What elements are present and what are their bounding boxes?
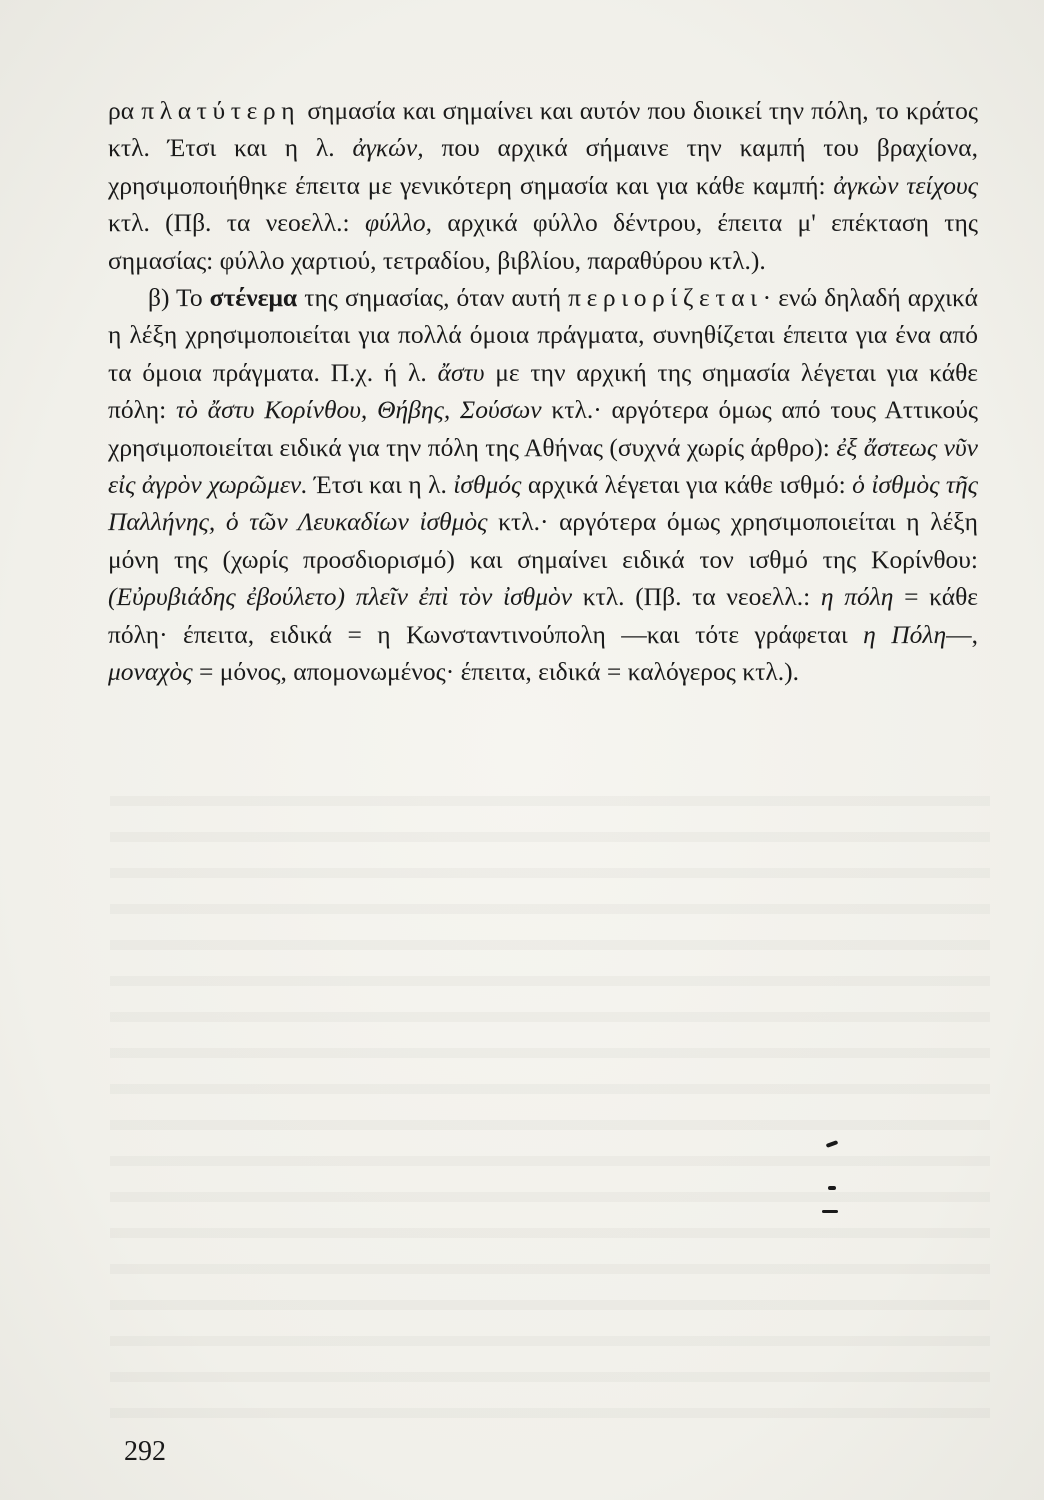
text-run: = μόνος, απομονωμένος· έπειτα, ειδικά = καλόγερος κτλ.). [192, 657, 799, 687]
text-run: κτλ.· αργότερα όμως χρησιμοποιείται η λέξη μόνη της (χωρίς προσδιορισμό) και σημαίνει ειδικά τον ισθμό της Κορίνθου: [108, 507, 978, 574]
text-run: · ενώ δηλαδή αρχικά η λέξη χρησιμοποιείται για πολλά όμοια πράγματα, συνηθίζεται έπειτα για ένα από τα όμοια πράγματα. Π.χ. ή λ. [108, 283, 978, 387]
text-run: = κάθε πόλη· έπειτα, ειδικά = η Κωνσταντινούπολη —και τότε γράφεται [108, 582, 979, 649]
paragraph-2 [108, 279, 978, 690]
spaced-word: πλατύτερη [141, 96, 301, 125]
greek-term: φύλλο, [364, 208, 432, 238]
greek-term: τὸ ἄστυ Κορίνθου, Θήβης, Σούσων [176, 395, 542, 425]
greek-term: μοναχὸς [108, 657, 193, 687]
greek-term: ἄστυ [437, 357, 485, 387]
text-run: κτλ.· αργότερα όμως από τους Αττικούς χρησιμοποιείται ειδικά για την πόλη της Αθήνας (συχνά χωρίς άρθρο): [108, 395, 979, 462]
greek-term: ἀγκών, [352, 133, 424, 163]
text-run: σημασία και σημαίνει και αυτόν που διοικεί την πόλη, το κράτος κτλ. Έτσι και η λ. [108, 96, 978, 163]
ink-speck-mark [828, 1186, 836, 1190]
greek-term: η πόλη [820, 582, 894, 612]
text-run: ρα [108, 96, 142, 125]
greek-term: η Πόλη [863, 619, 947, 649]
page-number: 292 [124, 1436, 166, 1467]
spaced-word: περιορίζεται [568, 283, 763, 313]
text-run: αρχικά φύλλο δέντρου, έπειτα μ' επέκταση της σημασίας: φύλλο χαρτιού, τετραδίου, βιβλίου, παραθύρου κτλ.). [108, 208, 978, 275]
ink-speck-mark [822, 1210, 838, 1213]
greek-term: ὁ ἰσθμὸς τῆς Παλλήνης, ὁ τῶν Λευκαδίων ἰσθμὸς [108, 470, 978, 537]
bleed-through-text [110, 770, 990, 1420]
text-run: —, [946, 619, 978, 649]
text-run: που αρχικά σήμαινε την καμπή του βραχίονα, χρησιμοποιήθηκε έπειτα με γενικότερη σημασία και για κάθε καμπή: [108, 133, 978, 200]
text-run: της σημασίας, όταν αυτή [297, 283, 569, 313]
text-run: Έτσι και η λ. [307, 470, 454, 500]
bold-term: στένεμα [209, 283, 298, 313]
greek-term: ἀγκὼν τείχους [833, 170, 978, 200]
paragraph-1 [108, 92, 978, 279]
text-run: κτλ. (Πβ. τα νεοελλ.: [572, 582, 821, 612]
greek-term: ἐξ ἄστεως νῦν εἰς ἀγρὸν χωρῶμεν. [108, 432, 979, 500]
text-run: β) Το [148, 283, 210, 313]
text-run: κτλ. (Πβ. τα νεοελλ.: [108, 208, 365, 238]
greek-term: ἰσθμός [453, 470, 522, 500]
body-text [108, 92, 978, 691]
greek-term: (Εὐρυβιάδης ἐβούλετο) πλεῖν ἐπὶ τὸν ἰσθμὸν [108, 582, 573, 612]
text-run: με την αρχική της σημασία λέγεται για κάθε πόλη: [108, 357, 978, 425]
text-run: αρχικά λέγεται για κάθε ισθμό: [521, 470, 853, 500]
